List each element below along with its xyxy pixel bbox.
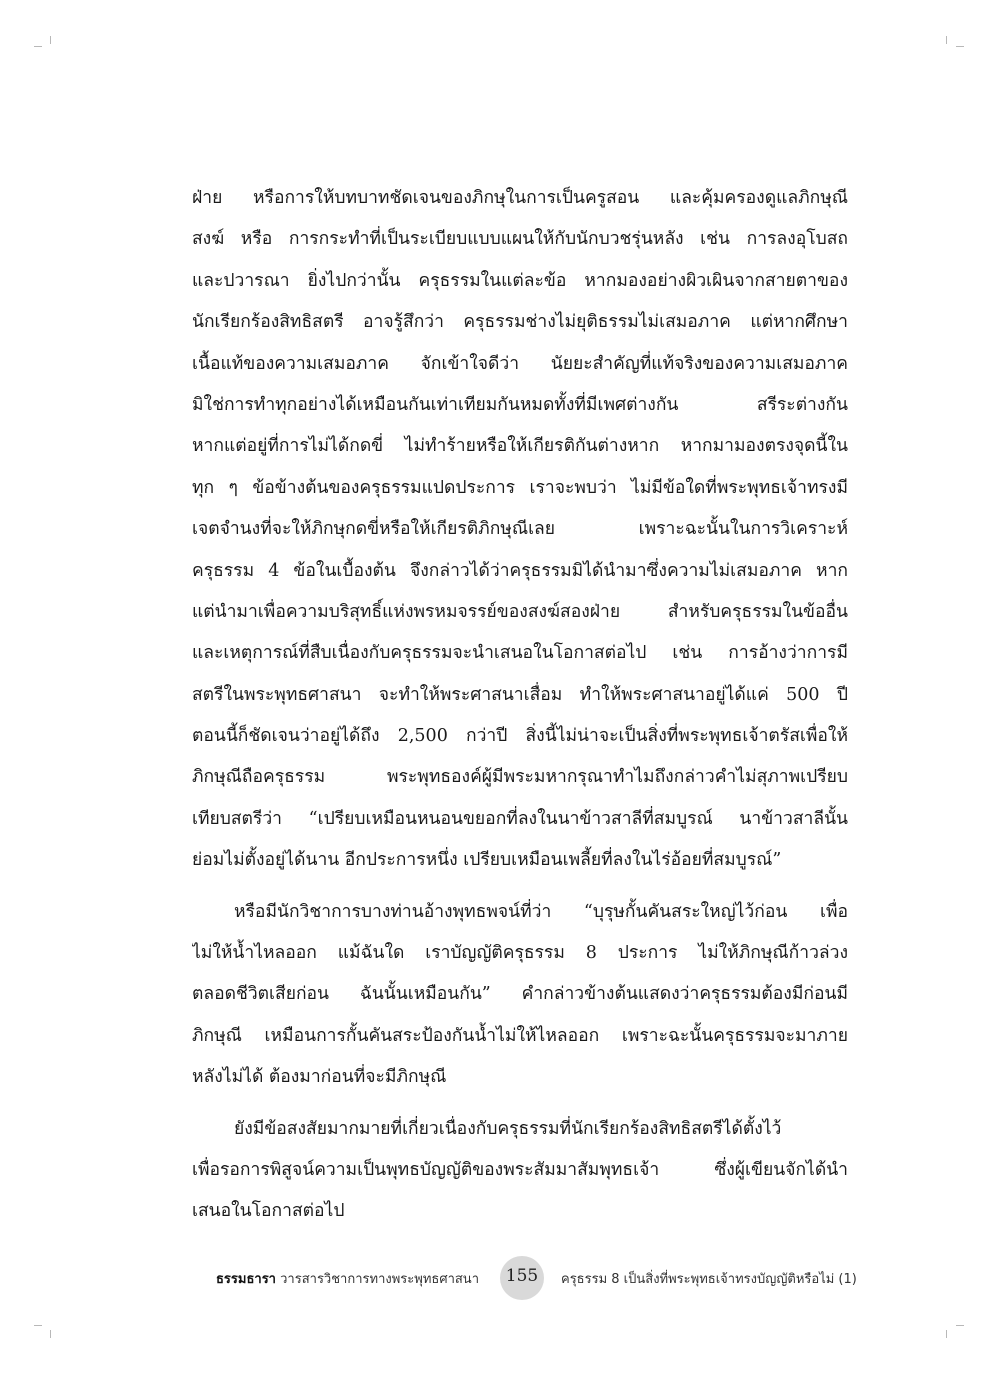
crop-mark-bottom-right-v xyxy=(946,1330,947,1338)
text-line: ไม่ให้น้ำไหลออก แม้ฉันใด เราบัญญัติครุธรรม 8 ประการ ไม่ให้ภิกษุณีก้าวล่วง xyxy=(192,943,848,964)
text-line: ภิกษุณีถือครุธรรม พระพุทธองค์ผู้มีพระมหากรุณาทำไมถึงกล่าวคำไม่สุภาพเปรียบ xyxy=(192,767,848,788)
text-line: มิใช่การทำทุกอย่างได้เหมือนกันเท่าเทียมกันหมดทั้งที่มีเพศต่างกัน สรีระต่างกัน xyxy=(192,394,848,415)
text-line: นักเรียกร้องสิทธิสตรี อาจรู้สึกว่า ครุธรรมช่างไม่ยุติธรรมไม่เสมอภาค แต่หากศึกษา xyxy=(192,312,848,333)
text-line: แต่นำมาเพื่อความบริสุทธิ์แห่งพรหมจรรย์ของสงฆ์สองฝ่าย สำหรับครุธรรมในข้ออื่น xyxy=(192,601,848,622)
paragraph-gap xyxy=(192,1099,848,1109)
crop-mark-top-left-h xyxy=(34,46,42,47)
crop-mark-bottom-left-h xyxy=(34,1325,42,1326)
page-footer xyxy=(0,1256,1000,1300)
article-body xyxy=(192,178,848,1233)
footer-journal xyxy=(216,1268,479,1289)
paragraph xyxy=(192,178,848,882)
page-number: 155 xyxy=(505,1266,539,1286)
crop-mark-top-right-h xyxy=(956,46,964,47)
page-number-badge xyxy=(500,1256,544,1300)
paragraph xyxy=(192,892,848,1099)
crop-mark-bottom-left-v xyxy=(50,1330,51,1338)
paragraph xyxy=(192,1109,848,1233)
text-line: ตลอดชีวิตเสียก่อน ฉันนั้นเหมือนกัน” คำกล่าวข้างต้นแสดงว่าครุธรรมต้องมีก่อนมี xyxy=(192,984,848,1005)
footer-article-title: ครุธรรม 8 เป็นสิ่งที่พระพุทธเจ้าทรงบัญญัติหรือไม่ (1) xyxy=(561,1272,857,1287)
text-line: เสนอในโอกาสต่อไป xyxy=(192,1201,345,1222)
text-line: หากแต่อยู่ที่การไม่ได้กดขี่ ไม่ทำร้ายหรือให้เกียรติกันต่างหาก หากมามองตรงจุดนี้ใน xyxy=(192,436,848,457)
journal-subtitle: วารสารวิชาการทางพระพุทธศาสนา xyxy=(280,1272,479,1287)
text-line: เพื่อรอการพิสูจน์ความเป็นพุทธบัญญัติของพระสัมมาสัมพุทธเจ้า ซึ่งผู้เขียนจักได้นำ xyxy=(192,1159,848,1180)
crop-mark-top-left-v xyxy=(50,36,51,44)
crop-mark-top-right-v xyxy=(946,36,947,44)
text-line: เนื้อแท้ของความเสมอภาค จักเข้าใจดีว่า นัยยะสำคัญที่แท้จริงของความเสมอภาค xyxy=(192,353,848,374)
journal-name: ธรรมธารา xyxy=(215,1272,276,1287)
text-line: ตอนนี้ก็ชัดเจนว่าอยู่ได้ถึง 2,500 กว่าปี สิ่งนี้ไม่น่าจะเป็นสิ่งที่พระพุทธเจ้าตรัสเพื่อให้ xyxy=(192,726,848,747)
crop-mark-bottom-right-h xyxy=(956,1325,964,1326)
text-line: เจตจำนงที่จะให้ภิกษุกดขี่หรือให้เกียรติภิกษุณีเลย เพราะฉะนั้นในการวิเคราะห์ xyxy=(192,519,848,540)
text-line: ครุธรรม 4 ข้อในเบื้องต้น จึงกล่าวได้ว่าครุธรรมมิได้นำมาซึ่งความไม่เสมอภาค หาก xyxy=(192,560,848,581)
text-line: หรือมีนักวิชาการบางท่านอ้างพุทธพจน์ที่ว่า “บุรุษกั้นคันสระใหญ่ไว้ก่อน เพื่อ xyxy=(234,901,848,922)
text-line: สตรีในพระพุทธศาสนา จะทำให้พระศาสนาเสื่อม ทำให้พระศาสนาอยู่ได้แค่ 500 ปี xyxy=(192,684,848,705)
text-line: ย่อมไม่ตั้งอยู่ได้นาน อีกประการหนึ่ง เปรียบเหมือนเพลี้ยที่ลงในไร่อ้อยที่สมบูรณ์” xyxy=(192,850,782,871)
paragraph-gap xyxy=(192,882,848,892)
text-line: ภิกษุณี เหมือนการกั้นคันสระป้องกันน้ำไม่ให้ไหลออก เพราะฉะนั้นครุธรรมจะมาภาย xyxy=(192,1025,848,1046)
text-line: สงฆ์ หรือ การกระทำที่เป็นระเบียบแบบแผนให้กับนักบวชรุ่นหลัง เช่น การลงอุโบสถ xyxy=(192,229,848,250)
text-line: ยังมีข้อสงสัยมากมายที่เกี่ยวเนื่องกับครุธรรมที่นักเรียกร้องสิทธิสตรีได้ตั้งไว้ xyxy=(234,1118,782,1139)
text-line: เทียบสตรีว่า “เปรียบเหมือนหนอนขยอกที่ลงในนาข้าวสาลีที่สมบูรณ์ นาข้าวสาลีนั้น xyxy=(192,808,848,829)
text-line: หลังไม่ได้ ต้องมาก่อนที่จะมีภิกษุณี xyxy=(192,1067,447,1088)
text-line: และเหตุการณ์ที่สืบเนื่องกับครุธรรมจะนำเสนอในโอกาสต่อไป เช่น การอ้างว่าการมี xyxy=(192,643,848,664)
text-line: และปวารณา ยิ่งไปกว่านั้น ครุธรรมในแต่ละข้อ หากมองอย่างผิวเผินจากสายตาของ xyxy=(192,270,848,291)
text-line: ทุก ๆ ข้อข้างต้นของครุธรรมแปดประการ เราจะพบว่า ไม่มีข้อใดที่พระพุทธเจ้าทรงมี xyxy=(192,477,848,498)
text-line: ฝ่าย หรือการให้บทบาทชัดเจนของภิกษุในการเป็นครูสอน และคุ้มครองดูแลภิกษุณี xyxy=(192,188,848,208)
